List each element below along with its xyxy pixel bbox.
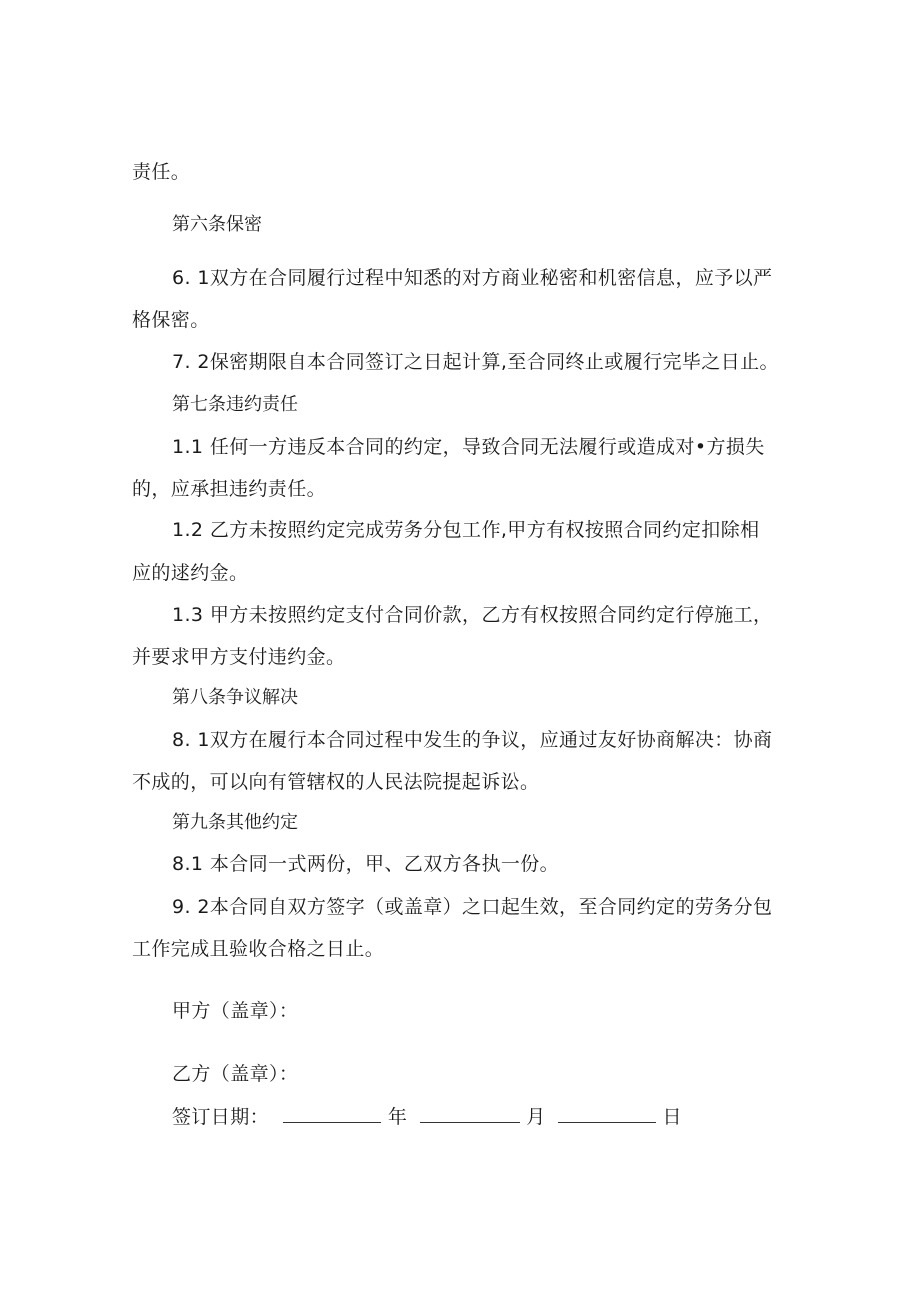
signing-date-row <box>172 1104 682 1129</box>
article9-clause2-line2: 工作完成且验收合格之日止。 <box>132 938 385 960</box>
year-blank-field[interactable] <box>283 1104 381 1123</box>
month-label: 月 <box>526 1106 546 1128</box>
article9-clause2-line1: 9. 2本合同自双方签字（或盖章）之口起生效，至合同约定的劳务分包 <box>172 896 773 918</box>
article8-clause1-line1: 8. 1双方在履行本合同过程中发生的争议，应通过友好协商解决：协商 <box>172 729 773 751</box>
article7-clause1-line2: 的，应承担违约责任。 <box>132 478 327 500</box>
party-b-seal-label: 乙方（盖章）： <box>172 1063 299 1085</box>
article8-heading: 第八条争议解决 <box>172 687 298 708</box>
article6-clause2: 7. 2保密期限自本合同签订之日起计算,至合同终止或履行完毕之日止。 <box>172 351 779 373</box>
day-label: 日 <box>662 1106 682 1128</box>
party-a-seal-label: 甲方（盖章）： <box>172 1000 299 1022</box>
article6-clause1-line2: 格保密。 <box>132 309 210 331</box>
article7-clause2-line1: 1.2 乙方未按照约定完成劳务分包工作,甲方有权按照合同约定扣除相 <box>172 519 760 541</box>
article6-heading: 第六条保密 <box>172 214 262 235</box>
article7-clause3-line2: 并要求甲方支付违约金。 <box>132 646 346 668</box>
article7-clause3-line1: 1.3 甲方未按照约定支付合同价款，乙方有权按照合同约定行停施工， <box>172 604 773 626</box>
month-blank-field[interactable] <box>420 1104 520 1123</box>
article9-clause1: 8.1 本合同一式两份，甲、乙双方各执一份。 <box>172 853 560 875</box>
article8-clause1-line2: 不成的，可以向有管辖权的人民法院提起诉讼。 <box>132 771 540 793</box>
signing-date-label: 签订日期： <box>172 1106 270 1128</box>
article7-clause1-line1: 1.1 任何一方违反本合同的约定，导致合同无法履行或造成对•方损失 <box>172 436 765 458</box>
article7-heading: 第七条违约责任 <box>172 394 298 415</box>
year-label: 年 <box>387 1106 408 1128</box>
article6-clause1-line1: 6. 1双方在合同履行过程中知悉的对方商业秘密和机密信息，应予以严 <box>172 267 773 289</box>
intro-tail-text: 责任。 <box>132 161 191 183</box>
article7-clause2-line2: 应的逑约金。 <box>132 562 249 584</box>
day-blank-field[interactable] <box>558 1104 656 1123</box>
article9-heading: 第九条其他约定 <box>172 812 298 833</box>
